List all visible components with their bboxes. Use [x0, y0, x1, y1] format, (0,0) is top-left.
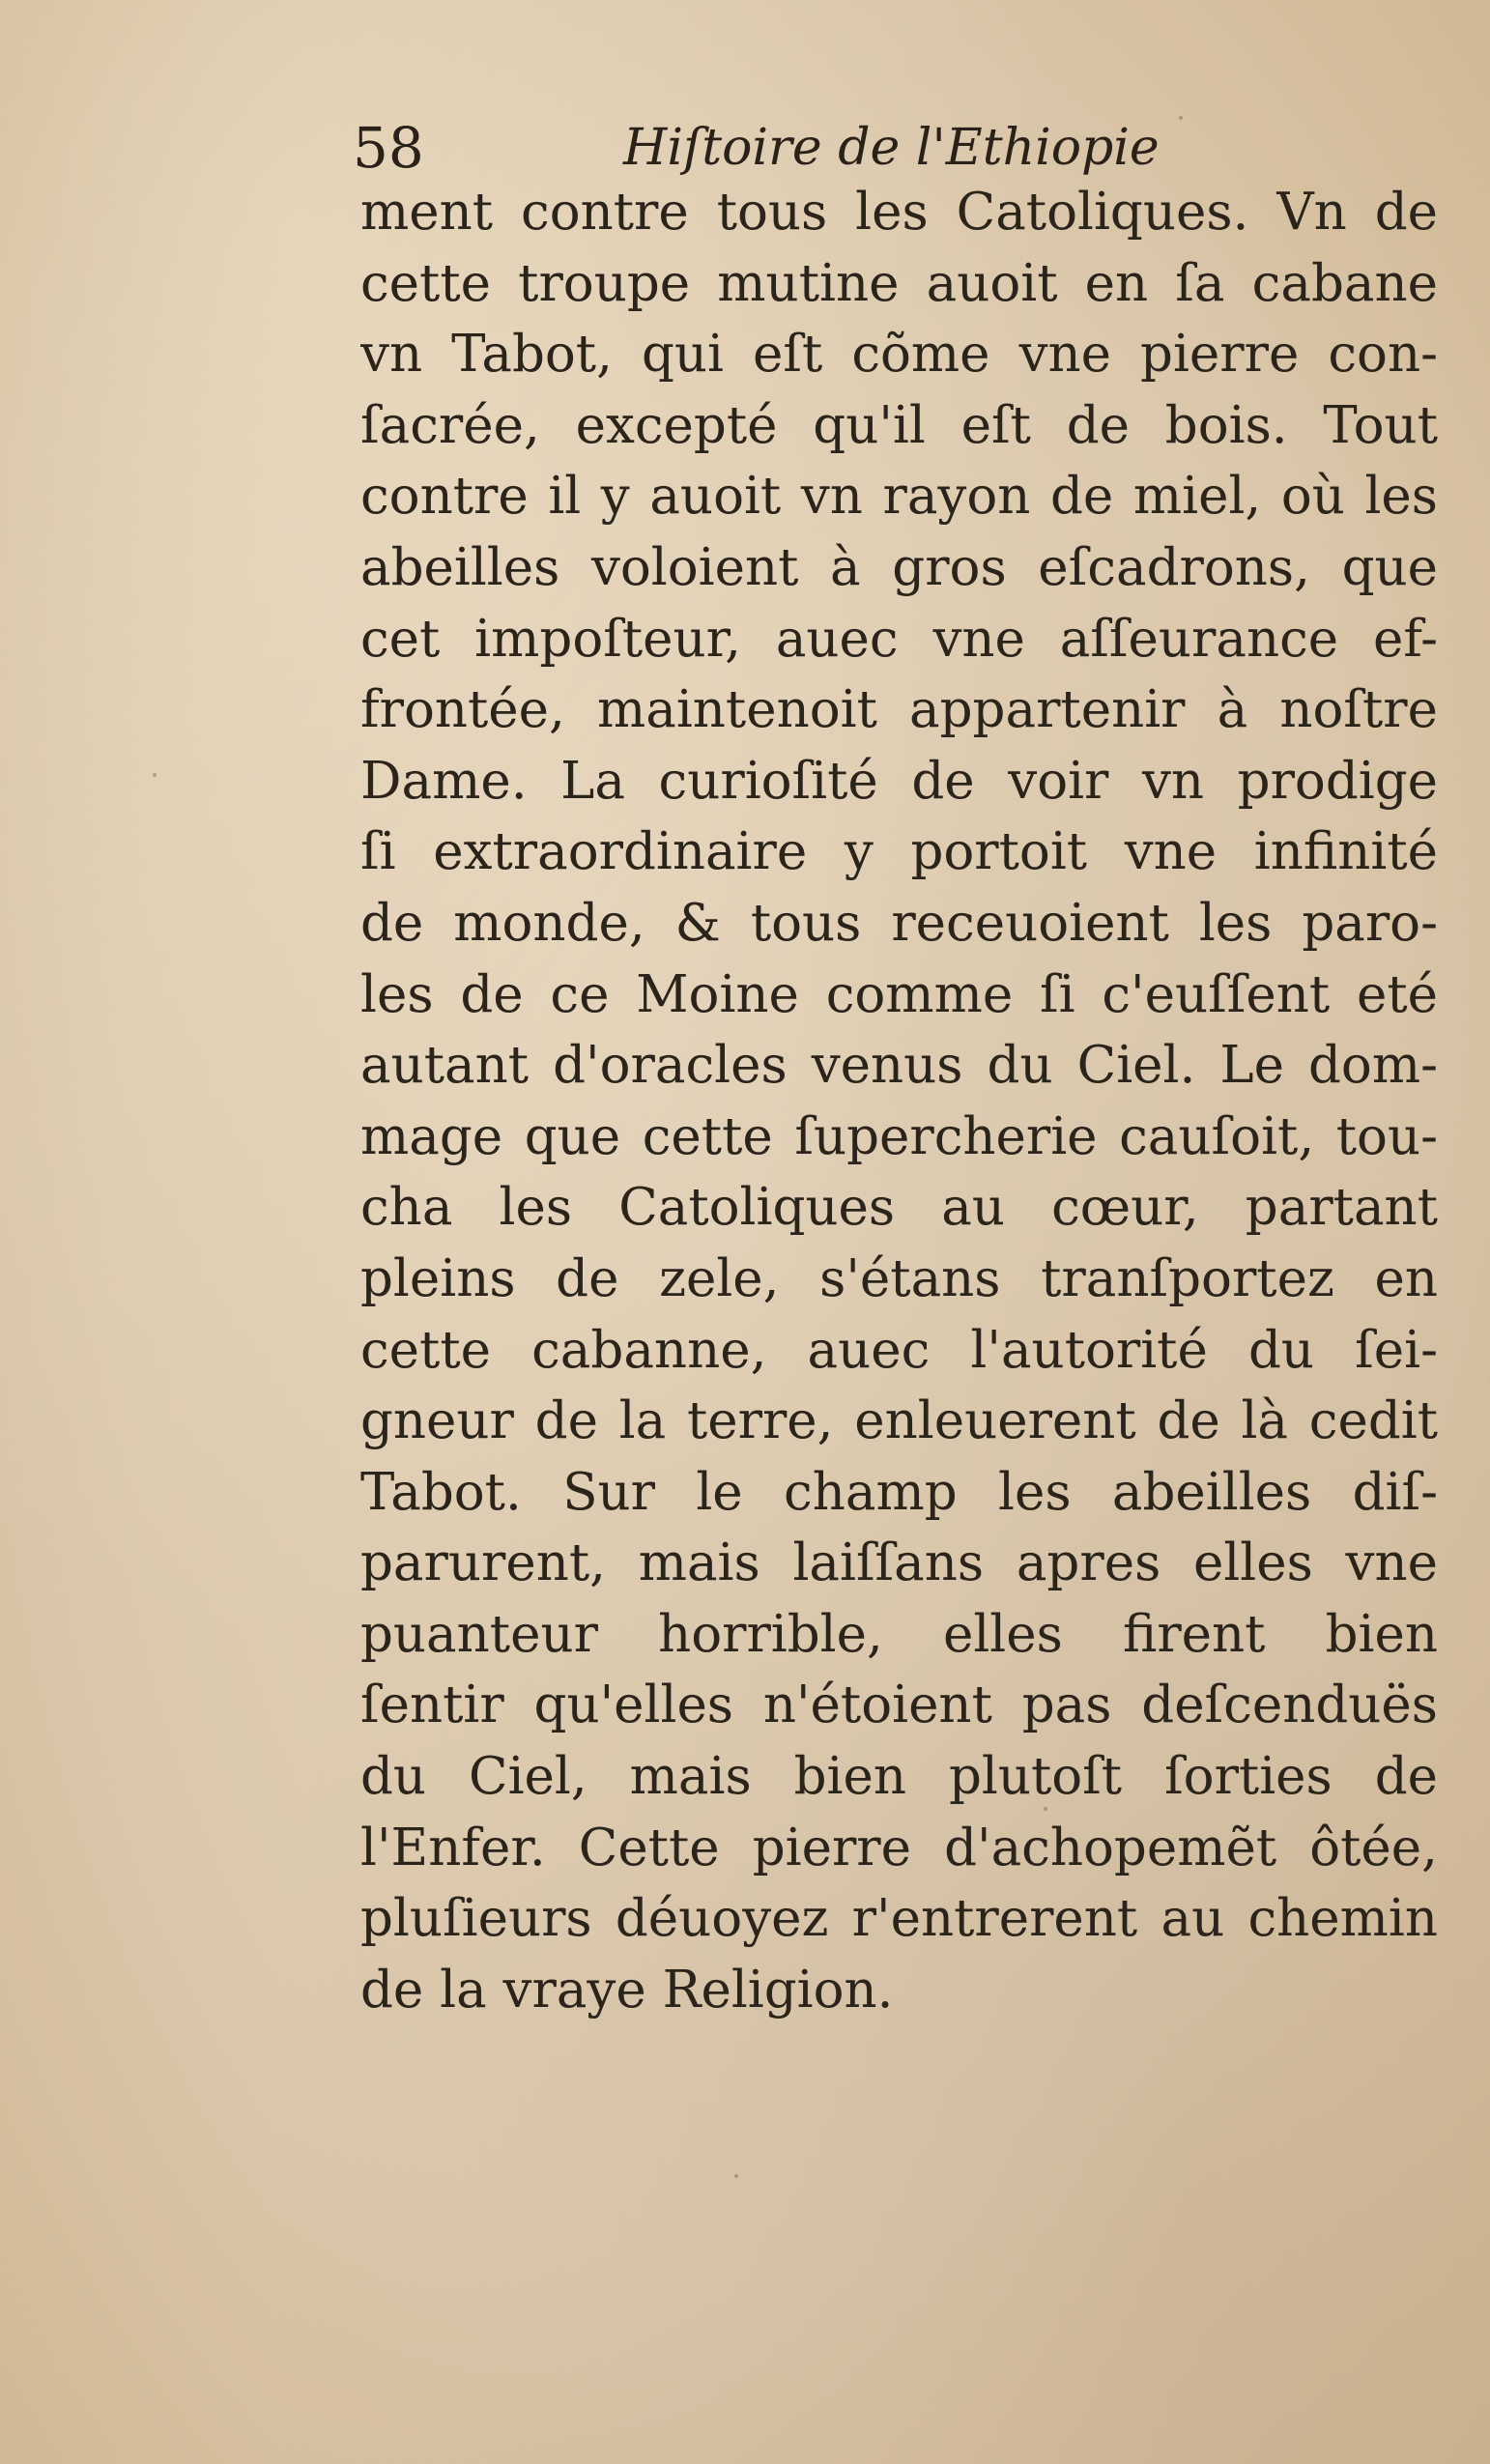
text-line: Dame. La curioſité de voir vn prodige	[360, 751, 1438, 811]
body-text	[360, 177, 1438, 2025]
running-title: Hiſtoire de l'Ethiopie	[623, 119, 1160, 177]
text-line: abeilles voloient à gros eſcadrons, que	[360, 537, 1438, 597]
text-line: puanteur horrible, elles firent bien	[360, 1604, 1438, 1664]
text-line: du Ciel, mais bien plutoſt ſorties de	[360, 1747, 1438, 1807]
text-line: vn Tabot, qui eſt cõme vne pierre con-	[360, 325, 1438, 385]
text-line: cette cabanne, auec l'autorité du ſei-	[360, 1320, 1438, 1380]
paper-speck	[1179, 116, 1183, 120]
text-line: ſacrée, excepté qu'il eſt de bois. Tout	[360, 395, 1438, 455]
text-line: pleins de zele, s'étans tranſportez en	[360, 1248, 1438, 1308]
text-line: parurent, mais laiſſans apres elles vne	[360, 1533, 1438, 1593]
text-line-final: de la vraye Religion.	[360, 1960, 894, 2020]
text-line: ſi extraordinaire y portoit vne infinité	[360, 822, 1438, 882]
text-line: mage que cette ſupercherie cauſoit, tou-	[360, 1106, 1438, 1166]
text-line: les de ce Moine comme ſi c'euſſent eté	[360, 964, 1438, 1024]
text-line: gneur de la terre, enleuerent de là cedit	[360, 1391, 1438, 1451]
paper-speck	[734, 2174, 738, 2178]
text-line: l'Enfer. Cette pierre d'achopemẽt ôtée,	[360, 1818, 1438, 1877]
text-line: autant d'oracles venus du Ciel. Le dom-	[360, 1036, 1438, 1096]
page-number: 58	[353, 115, 424, 181]
text-line: pluſieurs déuoyez r'entrerent au chemin	[360, 1889, 1438, 1949]
text-line: ment contre tous les Catoliques. Vn de	[360, 183, 1438, 242]
paper-speck	[153, 773, 157, 777]
text-line: cha les Catoliques au cœur, partant	[360, 1178, 1438, 1238]
text-line: ſentir qu'elles n'étoient pas deſcenduës	[360, 1676, 1438, 1735]
text-line: cet impoſteur, auec vne aſſeurance ef-	[360, 609, 1438, 669]
text-line: cette troupe mutine auoit en ſa cabane	[360, 253, 1438, 313]
text-line: contre il y auoit vn rayon de miel, où les	[360, 467, 1438, 527]
text-line: Tabot. Sur le champ les abeilles diſ-	[360, 1462, 1438, 1522]
text-line: frontée, maintenoit appartenir à noſtre	[360, 680, 1438, 740]
text-line: de monde, & tous receuoient les paro-	[360, 893, 1438, 953]
